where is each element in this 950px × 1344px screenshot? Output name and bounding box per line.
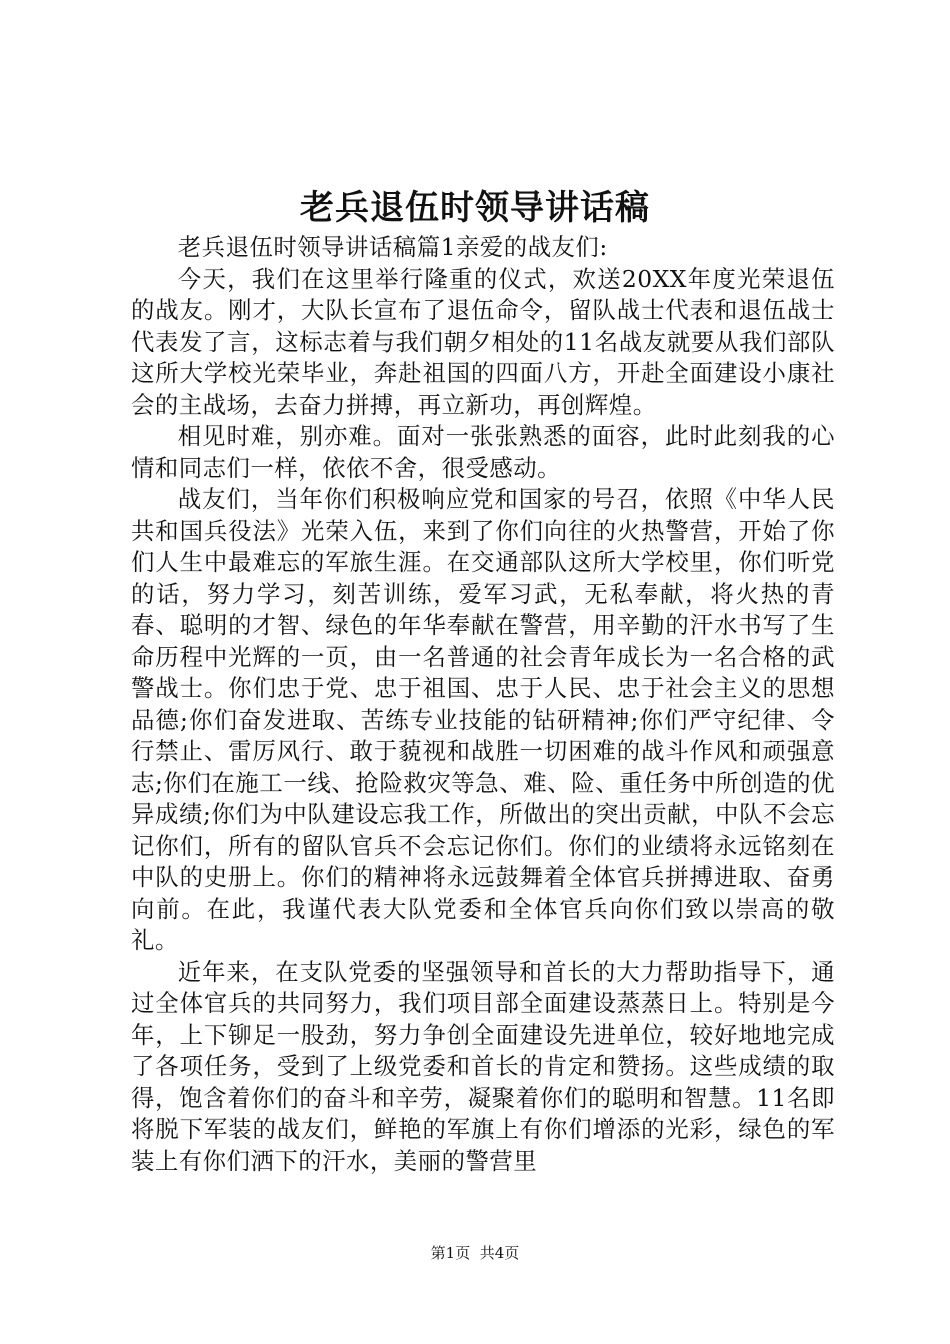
page-total: 共4页: [479, 1244, 520, 1262]
paragraph: 战友们，当年你们积极响应党和国家的号召，依照《中华人民共和国兵役法》光荣入伍，来到了你们向往的火热警营，开始了你们人生中最难忘的军旅生涯。在交通部队这所大学校里，你们听党的话，努力学习，刻苦训练，爱军习武，无私奉献，将火热的青春、聪明的才智、绿色的年华奉献在警营，用辛勤的汗水书写了生命历程中光辉的一页，由一名普通的社会青年成长为一名合格的武警战士。你们忠于党、忠于祖国、忠于人民、忠于社会主义的思想品德;你们奋发进取、苦练专业技能的钻研精神;你们严守纪律、令行禁止、雷厉风行、敢于藐视和战胜一切困难的战斗作风和顽强意志;你们在施工一线、抢险救灾等急、难、险、重任务中所创造的优异成绩;你们为中队建设忘我工作，所做出的突出贡献，中队不会忘记你们，所有的留队官兵不会忘记你们。你们的业绩将永远铭刻在中队的史册上。你们的精神将永远鼓舞着全体官兵拼搏进取、奋勇向前。在此，我谨代表大队党委和全体官兵向你们致以崇高的敬礼。: [131, 485, 835, 954]
document-body: [131, 232, 835, 1177]
paragraph: 相见时难，别亦难。面对一张张熟悉的面容，此时此刻我的心情和同志们一样，依依不舍，很受感动。: [131, 422, 835, 482]
page-footer: [0, 1243, 950, 1263]
footer-separator: [470, 1244, 480, 1262]
page-number: 第1页: [430, 1244, 471, 1262]
document-title: 老兵退伍时领导讲话稿: [300, 188, 650, 228]
paragraph: 老兵退伍时领导讲话稿篇1亲爱的战友们:: [177, 233, 608, 261]
paragraph: 近年来，在支队党委的坚强领导和首长的大力帮助指导下，通过全体官兵的共同努力，我们项目部全面建设蒸蒸日上。特别是今年，上下铆足一股劲，努力争创全面建设先进单位，较好地地完成了各项任务，受到了上级党委和首长的肯定和赞扬。这些成绩的取得，饱含着你们的奋斗和辛劳，凝聚着你们的聪明和智慧。11名即将脱下军装的战友们，鲜艳的军旗上有你们增添的光彩，绿色的军装上有你们洒下的汗水，美丽的警营里: [131, 957, 835, 1175]
paragraph: 今天，我们在这里举行隆重的仪式，欢送20XX年度光荣退伍的战友。刚才，大队长宣布了退伍命令，留队战士代表和退伍战士代表发了言，这标志着与我们朝夕相处的11名战友就要从我们部队这所大学校光荣毕业，奔赴祖国的四面八方，开赴全面建设小康社会的主战场，去奋力拼搏，再立新功，再创辉煌。: [131, 264, 835, 419]
